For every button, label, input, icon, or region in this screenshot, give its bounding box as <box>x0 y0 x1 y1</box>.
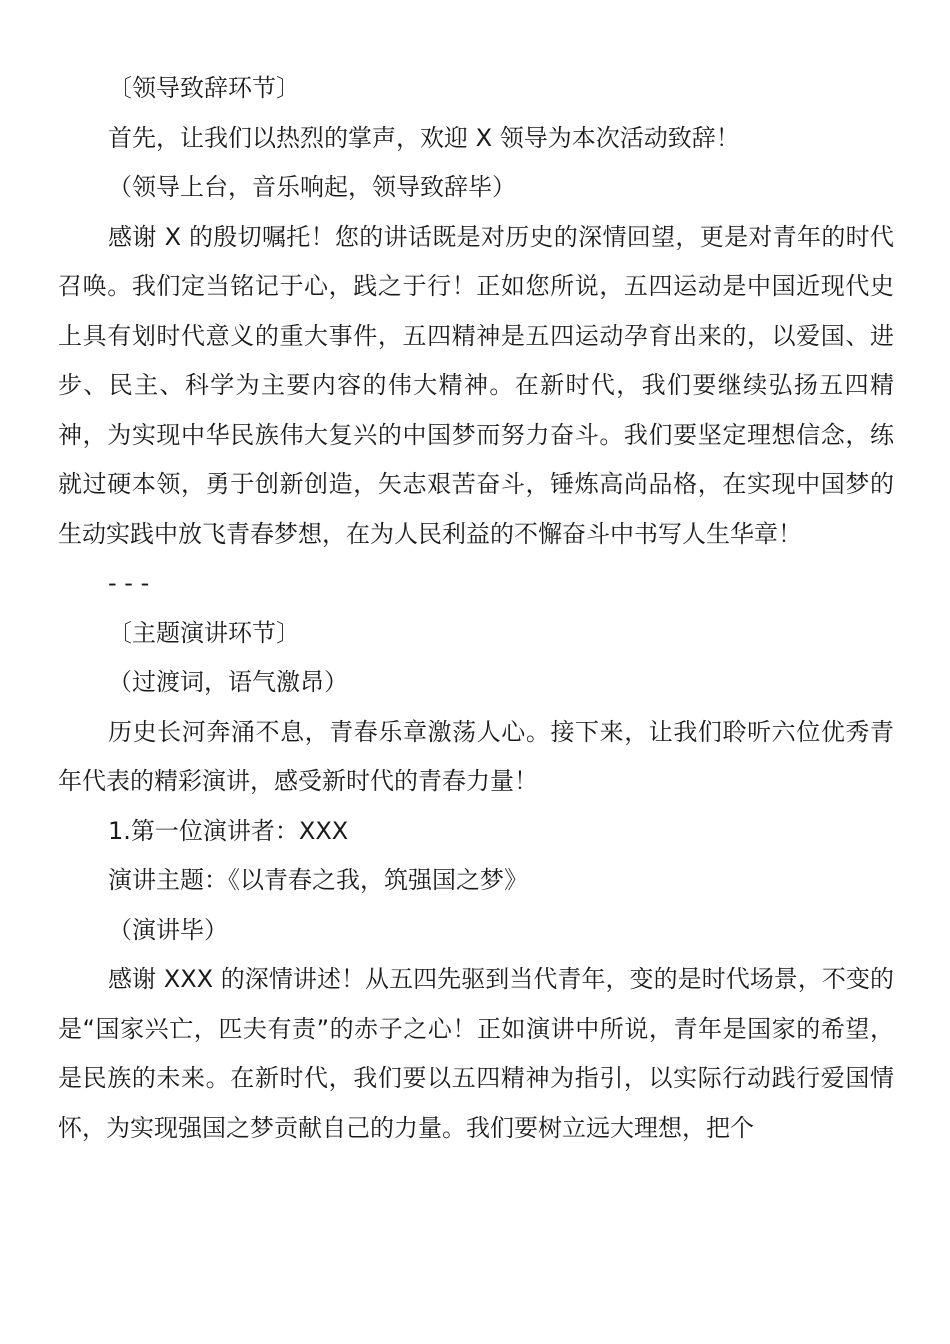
stage-direction-transition: （过渡词，语气激昂） <box>108 668 348 696</box>
section-heading-leader-speech: 〔领导致辞环节〕 <box>108 74 300 102</box>
section-heading-speeches: 〔主题演讲环节〕 <box>108 618 300 647</box>
separator: - - - <box>108 569 150 597</box>
paragraph-thanks-speaker: 感谢 XXX 的深情讲述！从五四先驱到当代青年，变的是时代场景，不变的是“国家兴亡，匹夫有责”的赤子之心！正如演讲中所说，青年是国家的希望，是民族的未来。在新时代，我们要以五四精神为指引，以实际行动践行爱国情怀，为实现强国之梦贡献自己的力量。我们要树立远大理想，把个 <box>58 965 894 1142</box>
document-body <box>58 64 894 1153</box>
paragraph-welcome: 首先，让我们以热烈的掌声，欢迎 X 领导为本次活动致辞！ <box>108 123 740 152</box>
paragraph-thanks-leader: 感谢 X 的殷切嘱托！您的讲话既是对历史的深情回望，更是对青年的时代召唤。我们定当铭记于心，践之于行！正如您所说，五四运动是中国近现代史上具有划时代意义的重大事件，五四精神是五四运动孕育出来的，以爱国、进步、民主、科学为主要内容的伟大精神。在新时代，我们要继续弘扬五四精神，为实现中华民族伟大复兴的中国梦而努力奋斗。我们要坚定理想信念，练就过硬本领，勇于创新创造，矢志艰苦奋斗，锤炼高尚品格，在实现中国梦的生动实践中放飞青春梦想，在为人民利益的不懈奋斗中书写人生华章！ <box>58 222 894 548</box>
stage-direction-leader: （领导上台，音乐响起，领导致辞毕） <box>108 173 516 201</box>
paragraph-intro-speeches: 历史长河奔涌不息，青春乐章激荡人心。接下来，让我们聆听六位优秀青年代表的精彩演讲，感受新时代的青春力量！ <box>58 717 894 795</box>
stage-direction-speech-end: （演讲毕） <box>108 915 228 944</box>
speech-topic-line: 演讲主题：《以青春之我，筑强国之梦》 <box>108 866 528 894</box>
speaker-line: 1.第一位演讲者：XXX <box>108 816 349 845</box>
